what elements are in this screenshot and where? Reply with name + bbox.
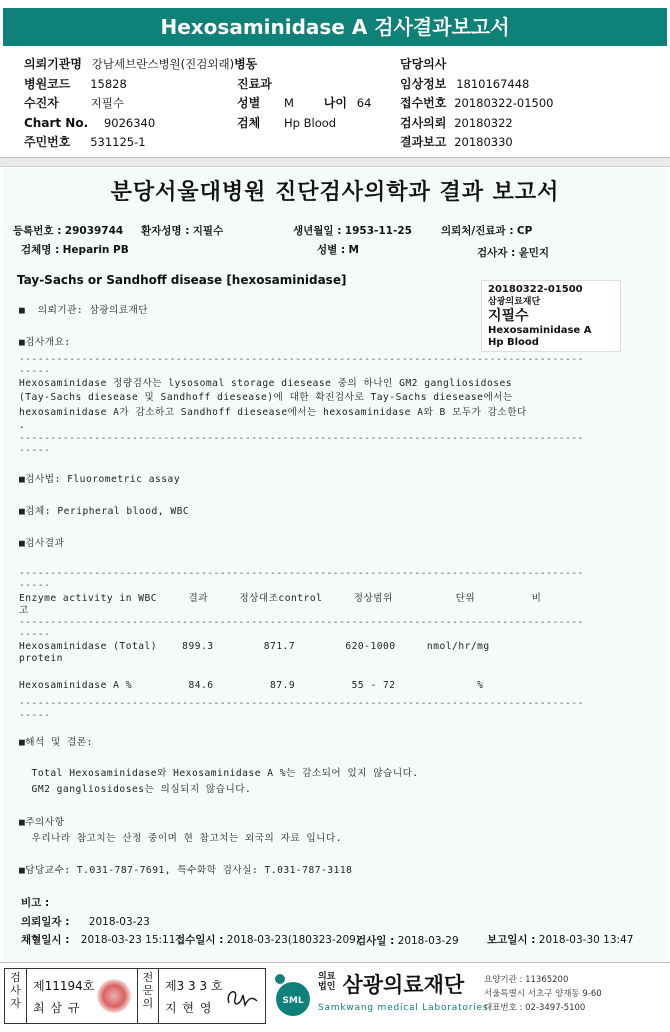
resident-value: 531125-1 [90, 135, 146, 149]
section-divider [0, 157, 670, 167]
specialist-name: 지 현 영 [165, 1001, 213, 1015]
report-date-row [400, 135, 513, 149]
interpretation-line-1: Total Hexosaminidase와 Hexosaminidase A %는 감소되어 있지 않습니다. [19, 768, 419, 779]
test-value: Hp Blood [284, 116, 337, 130]
report-date-value: 20180330 [454, 135, 513, 149]
req-date-label: 의뢰일자 : [21, 916, 70, 928]
rsex-label: 성별 : [317, 244, 346, 256]
caution-line-1: 우리나라 참고치는 산정 중이며 현 참고치는 외국의 자료 입니다. [19, 833, 342, 844]
contact-line: ■담당교수: T.031-787-7691, 특수화학 검사실: T.031-787-3118 [19, 865, 353, 876]
signature-box [4, 968, 266, 1024]
report-heading: 분당서울대병원 진단검사의학과 결과 보고서 [110, 180, 560, 205]
test-date [356, 933, 459, 948]
official-seal-icon [97, 979, 131, 1013]
draw-label: 채혈일시 : [21, 934, 70, 946]
dob-field [293, 225, 412, 238]
chart-label: Chart No. [24, 116, 89, 130]
sex-field [317, 244, 359, 257]
dept-value: CP [516, 225, 533, 237]
reg-label: 등록번호 : [13, 225, 62, 237]
report-date-label: 결과보고 [400, 135, 447, 149]
age-label: 나이 [323, 96, 347, 110]
sex-age-row [237, 96, 371, 110]
overview-line-2: (Tay-Sachs diesease 및 Sandhoff diesease)에 대한 확진검사로 Tay-Sachs diesease에서는 [19, 392, 513, 403]
patient-label: 환자성명 : [141, 225, 190, 237]
institution-line: ■ 의뢰기관: 삼광의료재단 [19, 305, 149, 316]
doctor-row [400, 57, 446, 71]
disease-title-text: Tay-Sachs or Sandhoff disease [hexosaminidase] [17, 273, 347, 287]
rsex-value: M [348, 244, 359, 256]
divider-line: ------------------------------------------------------------------------------------------ [19, 354, 584, 365]
sample-line: ■검체: Peripheral blood, WBC [19, 506, 190, 517]
dob-label: 생년월일 : [293, 225, 342, 237]
patient-field [141, 225, 223, 238]
sticker-line2: 삼광의료재단 [488, 297, 541, 307]
hospital-code-label: 병원코드 [24, 77, 71, 91]
recv-value: 2018-03-23(180323-209) [226, 934, 360, 946]
department-row [237, 77, 272, 91]
signature-footer [0, 962, 670, 1032]
sticker-line1: 20180322-01500 [488, 284, 583, 295]
table-row-total: Hexosaminidase (Total) 899.3 871.7 620-1000 nmol/hr/mg [19, 641, 490, 652]
resident-row [24, 135, 146, 149]
divider-line: ------------------------------------------------------------------------------------------ [19, 617, 584, 628]
test-date-value: 2018-03-29 [397, 935, 459, 947]
sex-label: 성별 [237, 96, 261, 110]
specimen-value: Heparin PB [62, 244, 129, 256]
request-row [400, 116, 513, 130]
overview-line-3: hexosaminidase A가 감소하고 Sandhoff diesease에서는 hexosaminidase A와 B 모두가 감소한다 [19, 407, 527, 418]
hospital-code-value: 15828 [90, 77, 127, 91]
table-header-wrap: 고 [19, 605, 29, 616]
tester-label: 검사자 : [477, 247, 516, 259]
report-label: 보고일시 : [487, 934, 536, 946]
recv-label: 접수일시 : [175, 934, 224, 946]
org-info-3: 대표번호 : 02-3497-5100 [484, 1003, 586, 1013]
divider-line: ------------------------------------------------------------------------------------------ [19, 698, 584, 709]
dept-label: 의뢰처/진료과 : [441, 225, 514, 237]
chart-value: 9026340 [103, 116, 156, 130]
org-info-1: 요양기관 : 11365200 [484, 975, 569, 985]
specimen-label-sticker [481, 280, 621, 352]
org-name-text: 삼광의료재단 [342, 973, 465, 997]
request-date [21, 914, 150, 929]
logo-text: SML [282, 996, 304, 1006]
table-header: Enzyme activity in WBC 결과 정상대조control 정상범위 단위 비 [19, 593, 542, 604]
req-date-value: 2018-03-23 [88, 916, 150, 928]
sticker-name: 지필수 [488, 308, 529, 324]
table-row-a-percent: Hexosaminidase A % 84.6 87.9 55 - 72 % [19, 680, 484, 691]
divider-line-tail: ----- [19, 366, 51, 377]
interpretation-heading: ■해석 및 결론: [19, 737, 93, 748]
institution-row [24, 57, 257, 71]
doctor-label: 담당의사 [400, 57, 447, 71]
tester-license: 제11194호 [33, 979, 95, 993]
age-value: 64 [356, 96, 372, 110]
scanned-report [3, 167, 667, 962]
sticker-line5: Hp Blood [488, 337, 539, 348]
organization-subtitle: Samkwang medical Laboratories [318, 1003, 489, 1013]
interpretation-line-2: GM2 gangliosidoses는 의심되지 않습니다. [19, 784, 252, 795]
resident-label: 주민번호 [24, 135, 71, 149]
collector-value: 지필수 [90, 96, 124, 110]
collector-row [24, 96, 124, 110]
report-datetime [487, 932, 633, 947]
organization-name [318, 969, 464, 999]
divider-line: ------------------------------------------------------------------------------------------ [19, 433, 584, 444]
divider-line-tail: ----- [19, 445, 51, 456]
specimen-label: 검체명 : [21, 244, 60, 256]
dob-value: 1953-11-25 [344, 225, 412, 237]
signature-icon [223, 985, 261, 1011]
tester-field [477, 247, 549, 260]
receipt-row [400, 96, 553, 110]
divider-line-tail: ----- [19, 580, 51, 591]
institution-label: 의뢰기관명 [24, 57, 82, 71]
caution-heading: ■주의사항 [19, 817, 65, 828]
tester-name: 최 삼 규 [33, 1001, 81, 1015]
result-heading: ■검사결과 [19, 538, 65, 549]
divider-line-tail: ----- [19, 710, 51, 721]
clinical-info-value: 1810167448 [456, 77, 530, 91]
remarks [21, 895, 49, 910]
receipt-label: 접수번호 [400, 96, 447, 110]
remarks-label: 비고 : [21, 897, 50, 909]
clinical-info-label: 임상정보 [400, 77, 447, 91]
tester-vertical-label: 검사자 [5, 969, 27, 1023]
overview-line-4: . [19, 420, 26, 431]
sml-logo-icon [272, 971, 314, 1019]
test-row [237, 116, 336, 130]
patient-value: 지필수 [192, 225, 224, 237]
reg-field [13, 225, 123, 238]
tester-value: 윤민지 [518, 247, 550, 259]
sex-value: M [284, 96, 294, 110]
disease-title [17, 274, 346, 287]
divider-line: ------------------------------------------------------------------------------------------ [19, 568, 584, 579]
specialist-vertical-label: 전문의 [137, 969, 159, 1023]
org-info-2: 서울특별시 서초구 양재동 9-60 [484, 989, 602, 999]
org-prefix-2: 법인 [318, 982, 336, 992]
report-title-bar: Hexosaminidase A 검사결과보고서 [3, 8, 667, 46]
collector-label: 수진자 [24, 96, 59, 110]
specialist-license: 제3 3 3 호 [165, 979, 223, 993]
request-label: 검사의뢰 [400, 116, 447, 130]
test-date-label: 검사일 : [356, 935, 395, 947]
draw-value: 2018-03-23 15:11 [80, 934, 176, 946]
method-line: ■검사법: Fluorometric assay [19, 474, 181, 485]
ward-label: 병동 [234, 57, 258, 71]
department-label: 진료과 [237, 77, 272, 91]
overview-line-1: Hexosaminidase 정량검사는 lysosomal storage diesease 중의 하나인 GM2 gangliosidoses [19, 378, 513, 389]
hospital-code-row [24, 77, 127, 91]
sticker-line4: Hexosaminidase A [488, 325, 592, 336]
draw-date [21, 932, 175, 947]
overview-heading: ■검사개요: [19, 337, 71, 348]
dept-field [441, 225, 532, 238]
chart-row [24, 116, 155, 130]
reg-value: 29039744 [64, 225, 124, 237]
divider-line-tail: ----- [19, 629, 51, 640]
receipt-value: 20180322-01500 [454, 96, 554, 110]
request-value: 20180322 [454, 116, 513, 130]
specimen-field [21, 244, 129, 257]
table-row-total-wrap: protein [19, 653, 63, 664]
receipt-date [175, 932, 360, 947]
test-label: 검체 [237, 116, 261, 130]
report-value: 2018-03-30 13:47 [538, 934, 634, 946]
institution-value: 강남세브란스병원(진검외래) [91, 57, 235, 71]
clinical-info-row [400, 77, 529, 91]
org-prefix-1: 의료 [318, 972, 336, 982]
